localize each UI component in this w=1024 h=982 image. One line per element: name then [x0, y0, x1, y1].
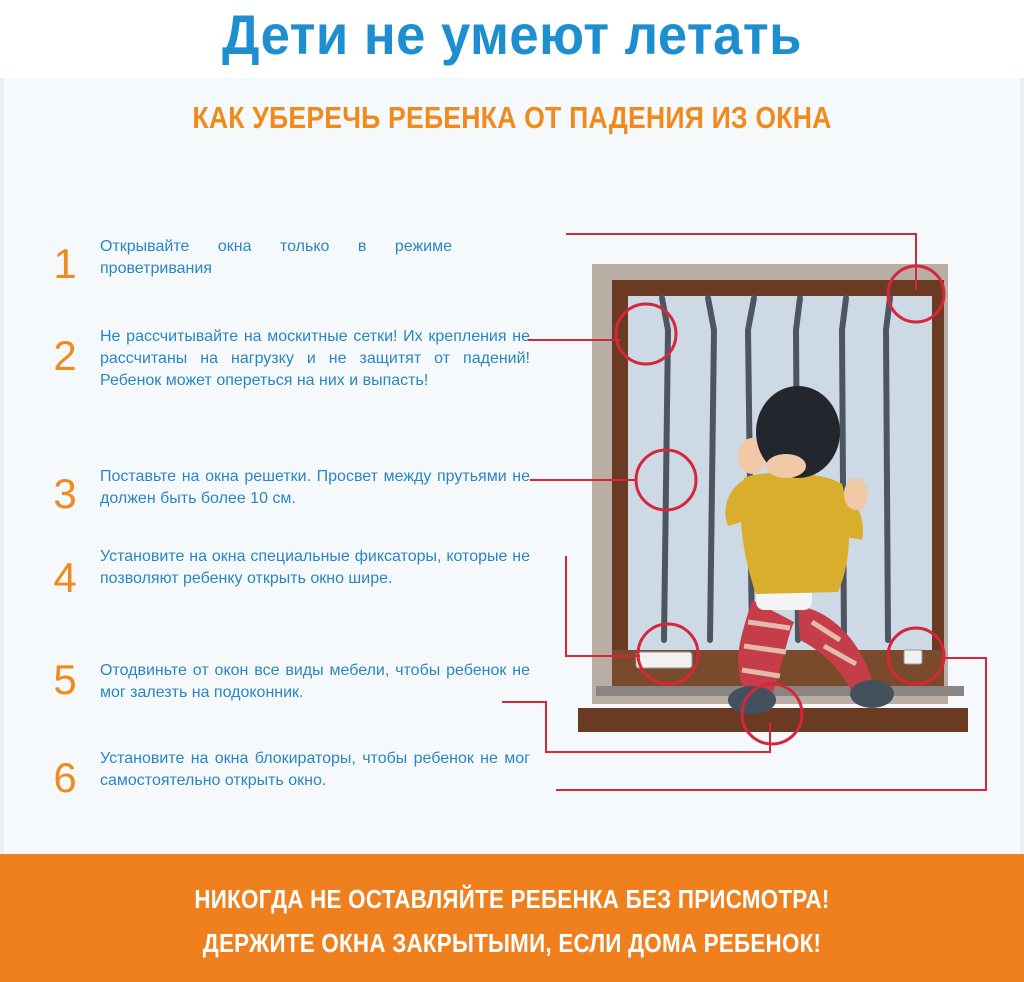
tip-number: 1: [53, 240, 77, 287]
page-title: Дети не умеют летать: [222, 3, 802, 66]
tip-number: 6: [53, 754, 77, 801]
tip-text: Отодвиньте от окон все виды мебели, чтобы ребенок не мог залезть на подоконник.: [100, 662, 530, 701]
window-sill: [578, 708, 968, 732]
tip-text: Поставьте на окна решетки. Просвет между прутьями не должен быть более 10 см.: [100, 468, 530, 507]
footer-line-2: ДЕРЖИТЕ ОКНА ЗАКРЫТЫМИ, ЕСЛИ ДОМА РЕБЕНОК!: [202, 928, 822, 958]
tip-text: Установите на окна блокираторы, чтобы ребенок не мог самостоятельно открыть окно.: [100, 750, 530, 789]
tip-number: 4: [53, 554, 77, 601]
page-subtitle: КАК УБЕРЕЧЬ РЕБЕНКА ОТ ПАДЕНИЯ ИЗ ОКНА: [192, 100, 832, 135]
footer-line-1: НИКОГДА НЕ ОСТАВЛЯЙТЕ РЕБЕНКА БЕЗ ПРИСМОТРА!: [194, 884, 830, 914]
footer-banner: [0, 854, 1024, 982]
tip-text: Не рассчитывайте на москитные сетки! Их крепления не рассчитаны на нагрузку и не защитят от падений! Ребенок может опереться на них и выпасть!: [100, 328, 530, 389]
tip-text: Открывайте окна только в режиме проветривания: [100, 238, 452, 277]
tip-number: 2: [53, 332, 77, 379]
tip-text: Установите на окна специальные фиксаторы, которые не позволяют ребенку открыть окно шире.: [100, 548, 530, 587]
tip-number: 3: [53, 470, 77, 517]
tip-number: 5: [53, 656, 77, 703]
